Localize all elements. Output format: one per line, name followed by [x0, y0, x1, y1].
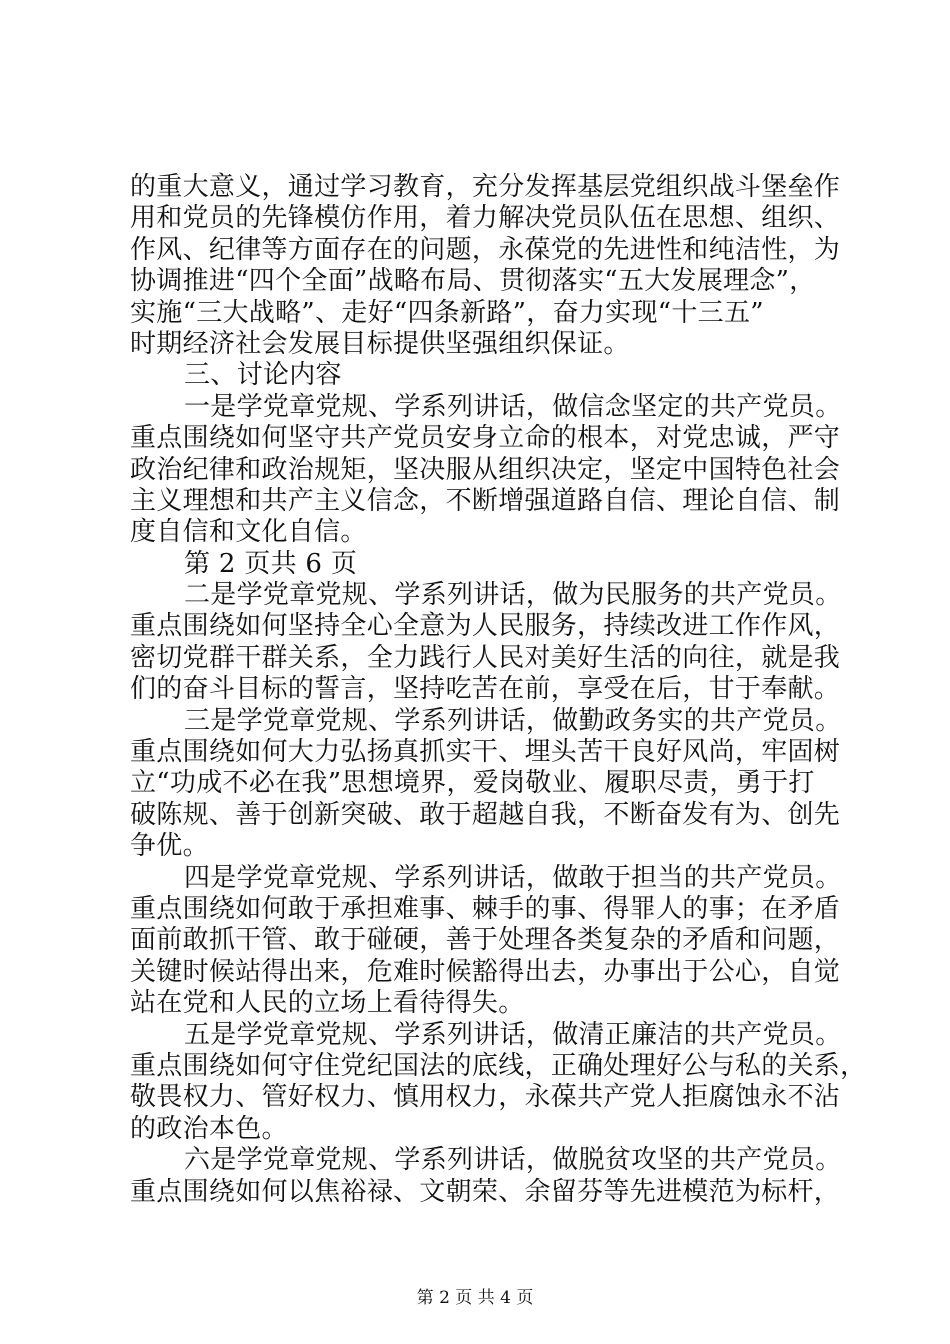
text-line: 的政治本色。 — [130, 1113, 288, 1144]
text-line: 重点围绕如何以焦裕禄、文朝荣、余留芬等先进模范为标杆， — [130, 1176, 841, 1207]
text-line: 实施“三大战略”、走好“四条新路”，奋力实现“十三五” — [130, 297, 764, 328]
text-line: 重点围绕如何坚守共产党员安身立命的根本，对党忠诚，严守 — [130, 423, 841, 454]
paragraph-start-line: 二是学党章党规、学系列讲话，做为民服务的共产党员。 — [184, 580, 842, 611]
text-line: 政治纪律和政治规矩，坚决服从组织决定，坚定中国特色社会 — [130, 454, 841, 485]
document-body — [130, 172, 867, 1208]
page-footer: 第 2 页 共 4 页 — [416, 1288, 534, 1308]
text-line: 重点围绕如何守住党纪国法的底线，正确处理好公与私的关系， — [130, 1050, 867, 1081]
text-line: 们的奋斗目标的誓言，坚持吃苦在前，享受在后，甘于奉献。 — [130, 674, 841, 705]
text-line: 重点围绕如何敢于承担难事、棘手的事、得罪人的事；在矛盾 — [130, 893, 841, 924]
paragraph-start-line: 六是学党章党规、学系列讲话，做脱贫攻坚的共产党员。 — [184, 1145, 842, 1176]
text-line: 关键时候站得出来，危难时候豁得出去，办事出于公心，自觉 — [130, 956, 841, 987]
paragraph-start-line: 五是学党章党规、学系列讲话，做清正廉洁的共产党员。 — [184, 1019, 842, 1050]
text-line: 用和党员的先锋模仿作用，着力解决党员队伍在思想、组织、 — [130, 203, 841, 234]
paragraph-start-line: 一是学党章党规、学系列讲话，做信念坚定的共产党员。 — [184, 391, 842, 422]
paragraph-start-line: 三是学党章党规、学系列讲话，做勤政务实的共产党员。 — [184, 705, 842, 736]
text-line: 度自信和文化自信。 — [130, 517, 367, 548]
text-line: 重点围绕如何大力弘扬真抓实干、埋头苦干良好风尚，牢固树 — [130, 737, 841, 768]
text-line: 密切党群干群关系，全力践行人民对美好生活的向往，就是我 — [130, 642, 841, 673]
text-line: 作风、纪律等方面存在的问题，永葆党的先进性和纯洁性，为 — [130, 234, 841, 265]
text-line: 敬畏权力、管好权力、慎用权力，永葆共产党人拒腐蚀永不沾 — [130, 1082, 841, 1113]
text-line: 争优。 — [130, 831, 209, 862]
text-line: 时期经济社会发展目标提供坚强组织保证。 — [130, 328, 630, 359]
paragraph-start-line: 第 2 页共 6 页 — [184, 548, 358, 579]
paragraph-start-line: 三、讨论内容 — [184, 360, 342, 391]
text-line: 立“功成不必在我”思想境界，爱岗敬业、履职尽责，勇于打 — [130, 768, 815, 799]
paragraph-start-line: 四是学党章党规、学系列讲话，做敢于担当的共产党员。 — [184, 862, 842, 893]
text-line: 协调推进“四个全面”战略布局、贯彻落实“五大发展理念”， — [130, 266, 816, 297]
text-line: 的重大意义，通过学习教育，充分发挥基层党组织战斗堡垒作 — [130, 172, 841, 202]
text-line: 主义理想和共产主义信念，不断增强道路自信、理论自信、制 — [130, 485, 841, 516]
text-line: 面前敢抓干管、敢于碰硬，善于处理各类复杂的矛盾和问题， — [130, 925, 841, 956]
text-line: 重点围绕如何坚持全心全意为人民服务，持续改进工作作风， — [130, 611, 841, 642]
text-line: 站在党和人民的立场上看待得失。 — [130, 988, 525, 1019]
text-line: 破陈规、善于创新突破、敢于超越自我，不断奋发有为、创先 — [130, 799, 841, 830]
